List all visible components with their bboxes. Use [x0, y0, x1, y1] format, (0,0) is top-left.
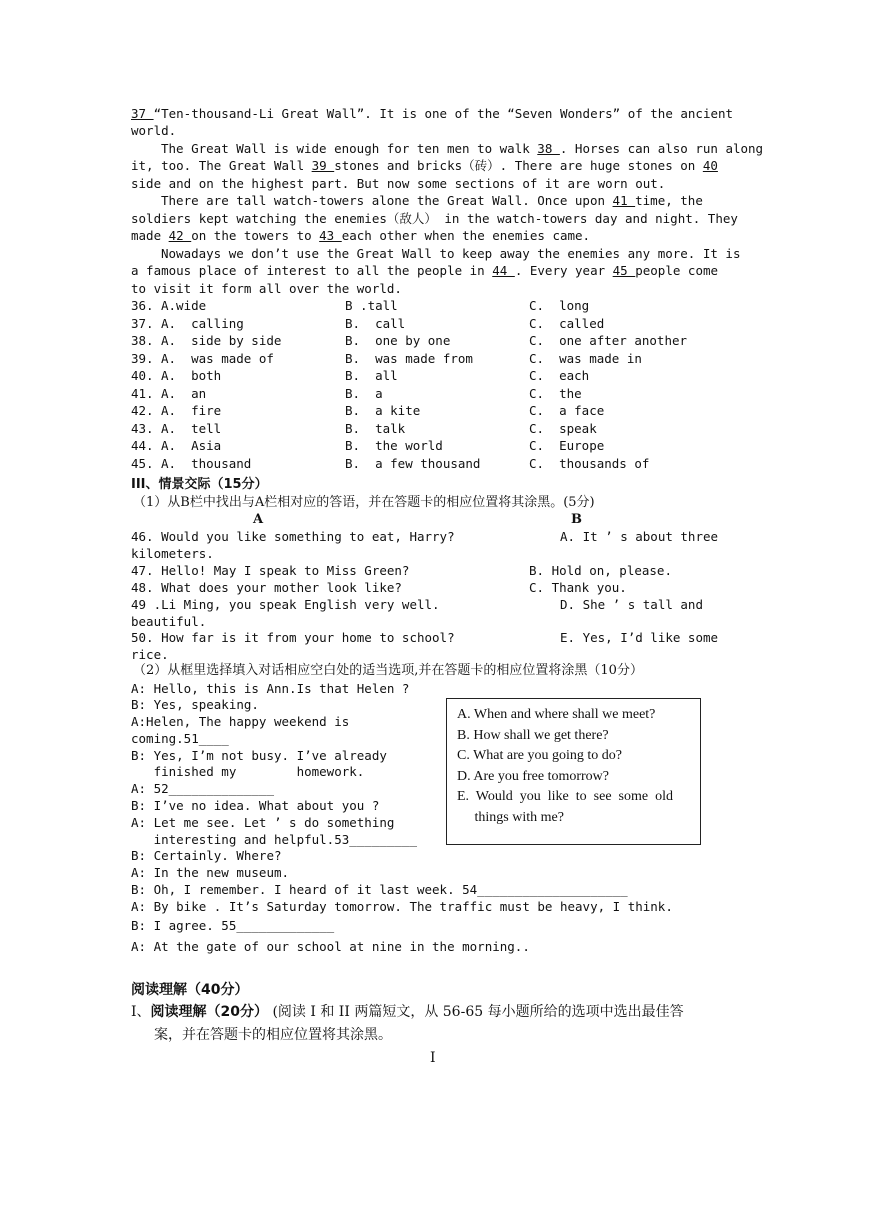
- match-question: 47. Hello! May I speak to Miss Green?: [131, 563, 410, 578]
- option-c: C. long: [529, 298, 590, 313]
- dialogue-line: A: Let me see. Let ’ s do something: [131, 815, 395, 830]
- option-b: B. talk: [345, 421, 406, 436]
- option-a: A. fire: [161, 403, 222, 418]
- options-box: [446, 698, 701, 845]
- box-option-c: C. What are you going to do?: [457, 748, 622, 763]
- blank-39: 39: [311, 158, 335, 173]
- dialogue-line: B: Yes, speaking.: [131, 697, 259, 712]
- box-option-d: D. Are you free tomorrow?: [457, 768, 610, 784]
- reading-title: 阅读理解（40分）: [131, 982, 249, 998]
- option-a: A. side by side: [161, 333, 282, 348]
- box-option-e-cont: things with me?: [457, 809, 564, 825]
- box-option-a: A. When and where shall we meet?: [457, 707, 656, 722]
- option-c: C. speak: [529, 421, 597, 436]
- option-b: B. a few thousand: [345, 456, 481, 471]
- dialogue-line: A: 52______________: [131, 781, 274, 796]
- reading-instruction: I、阅读理解（20分） (阅读 I 和 II 两篇短文，从 56-65 每小题所给的选项中选出最佳答: [131, 1004, 684, 1020]
- option-a: A. was made of: [161, 351, 274, 366]
- passage-line: world.: [131, 123, 177, 138]
- box-option-b: B. How shall we get there?: [457, 727, 609, 743]
- blank-42: 42: [168, 228, 192, 243]
- match-question: 50. How far is it from your home to school?: [131, 630, 455, 645]
- dialogue-line: B: I’ve no idea. What about you ?: [131, 798, 380, 813]
- option-c: C. called: [529, 316, 605, 331]
- passage-line: Nowadays we don’t use the Great Wall to keep away the enemies any more. It is: [161, 246, 741, 261]
- reading-instruction-cont: 案，并在答题卡的相应位置将其涂黑。: [154, 1027, 392, 1043]
- passage-line: 37 “Ten-thousand-Li Great Wall”. It is one of the “Seven Wonders” of the ancient: [131, 106, 734, 121]
- option-a: A. both: [161, 368, 222, 383]
- question-number: 38.: [131, 333, 154, 348]
- match-answer: A. It ’ s about three: [560, 529, 719, 544]
- question-number: 43.: [131, 421, 154, 436]
- match-question: 49 .Li Ming, you speak English very well.: [131, 597, 440, 612]
- passage-line: The Great Wall is wide enough for ten men to walk 38 . Horses can also run along: [161, 141, 764, 156]
- option-a: A. an: [161, 386, 207, 401]
- dialogue-line: B: Oh, I remember. I heard of it last week. 54____________________: [131, 882, 628, 897]
- option-b: B. a kite: [345, 403, 421, 418]
- option-b: B. one by one: [345, 333, 451, 348]
- question-number: 41.: [131, 386, 154, 401]
- passage-line: soldiers kept watching the enemies（敌人） in the watch-towers day and night. They: [131, 211, 738, 226]
- passage-line: side and on the highest part. But now some sections of it are worn out.: [131, 176, 666, 191]
- question-number: 42.: [131, 403, 154, 418]
- question-number: 45.: [131, 456, 154, 471]
- dialogue-line: B: Yes, I’m not busy. I’ve already: [131, 748, 387, 763]
- column-header-b: B: [571, 512, 582, 527]
- option-a: A. tell: [161, 421, 222, 436]
- instruction: （2）从框里选择填入对话相应空白处的适当选项,并在答题卡的相应位置将涂黑（10分）: [133, 663, 643, 678]
- option-c: C. one after another: [529, 333, 688, 348]
- option-c: C. was made in: [529, 351, 642, 366]
- blank-37: 37: [131, 106, 154, 121]
- box-option-e: E. Would you like to see some old: [457, 789, 673, 804]
- option-a: A.wide: [161, 298, 207, 313]
- question-number: 36.: [131, 298, 154, 313]
- dialogue-line: A: In the new museum.: [131, 865, 290, 880]
- question-number: 44.: [131, 438, 154, 453]
- column-header-a: A: [253, 512, 264, 527]
- match-question: 46. Would you like something to eat, Harry?: [131, 529, 455, 544]
- match-answer: B. Hold on, please.: [529, 563, 672, 578]
- dialogue-line: B: I agree. 55_____________: [131, 918, 335, 933]
- option-a: A. Asia: [161, 438, 222, 453]
- option-b: B. all: [345, 368, 398, 383]
- instruction: （1）从B栏中找出与A栏相对应的答语，并在答题卡的相应位置将其涂黑。(5分): [133, 495, 595, 510]
- question-number: 37.: [131, 316, 154, 331]
- option-c: C. a face: [529, 403, 605, 418]
- dialogue-line: finished my homework.: [131, 764, 365, 779]
- option-b: B. the world: [345, 438, 443, 453]
- passage-line: a famous place of interest to all the people in 44 . Every year 45 people come: [131, 263, 719, 278]
- question-number: 39.: [131, 351, 154, 366]
- match-answer: C. Thank you.: [529, 580, 627, 595]
- passage-line: it, too. The Great Wall 39 stones and bricks（砖）. There are huge stones on 40: [131, 158, 718, 173]
- dialogue-line: B: Certainly. Where?: [131, 848, 282, 863]
- dialogue-line: A:Helen, The happy weekend is: [131, 714, 350, 729]
- passage-line: made 42 on the towers to 43 each other when the enemies came.: [131, 228, 591, 243]
- option-c: C. each: [529, 368, 590, 383]
- match-question: 48. What does your mother look like?: [131, 580, 402, 595]
- passage-line: There are tall watch-towers alone the Great Wall. Once upon 41 time, the: [161, 193, 703, 208]
- option-c: C. the: [529, 386, 582, 401]
- passage-line: to visit it form all over the world.: [131, 281, 402, 296]
- blank-38: 38: [537, 141, 560, 156]
- question-number: 40.: [131, 368, 154, 383]
- blank-40: 40: [702, 158, 718, 173]
- blank-45: 45: [612, 263, 636, 278]
- match-answer: E. Yes, I’d like some: [560, 630, 719, 645]
- option-b: B. a: [345, 386, 383, 401]
- dialogue-line: A: At the gate of our school at nine in the morning..: [131, 939, 530, 954]
- blank-41: 41: [612, 193, 636, 208]
- match-answer: D. She ’ s tall and: [560, 597, 703, 612]
- dialogue-line: A: By bike . It’s Saturday tomorrow. The traffic must be heavy, I think.: [131, 899, 673, 914]
- dialogue-line: interesting and helpful.53_________: [131, 832, 417, 847]
- option-c: C. thousands of: [529, 456, 650, 471]
- option-b: B .tall: [345, 298, 398, 313]
- option-a: A. calling: [161, 316, 244, 331]
- blank-43: 43: [319, 228, 342, 243]
- option-b: B. call: [345, 316, 406, 331]
- dialogue-line: coming.51____: [131, 731, 229, 746]
- option-a: A. thousand: [161, 456, 252, 471]
- option-b: B. was made from: [345, 351, 473, 366]
- option-c: C. Europe: [529, 438, 605, 453]
- match-question: rice.: [131, 647, 169, 662]
- section-title: III、情景交际（15分）: [131, 477, 268, 492]
- dialogue-line: A: Hello, this is Ann.Is that Helen ?: [131, 681, 410, 696]
- passage-numeral: I: [430, 1050, 436, 1066]
- match-question: beautiful.: [131, 614, 207, 629]
- blank-44: 44: [492, 263, 515, 278]
- match-question: kilometers.: [131, 546, 214, 561]
